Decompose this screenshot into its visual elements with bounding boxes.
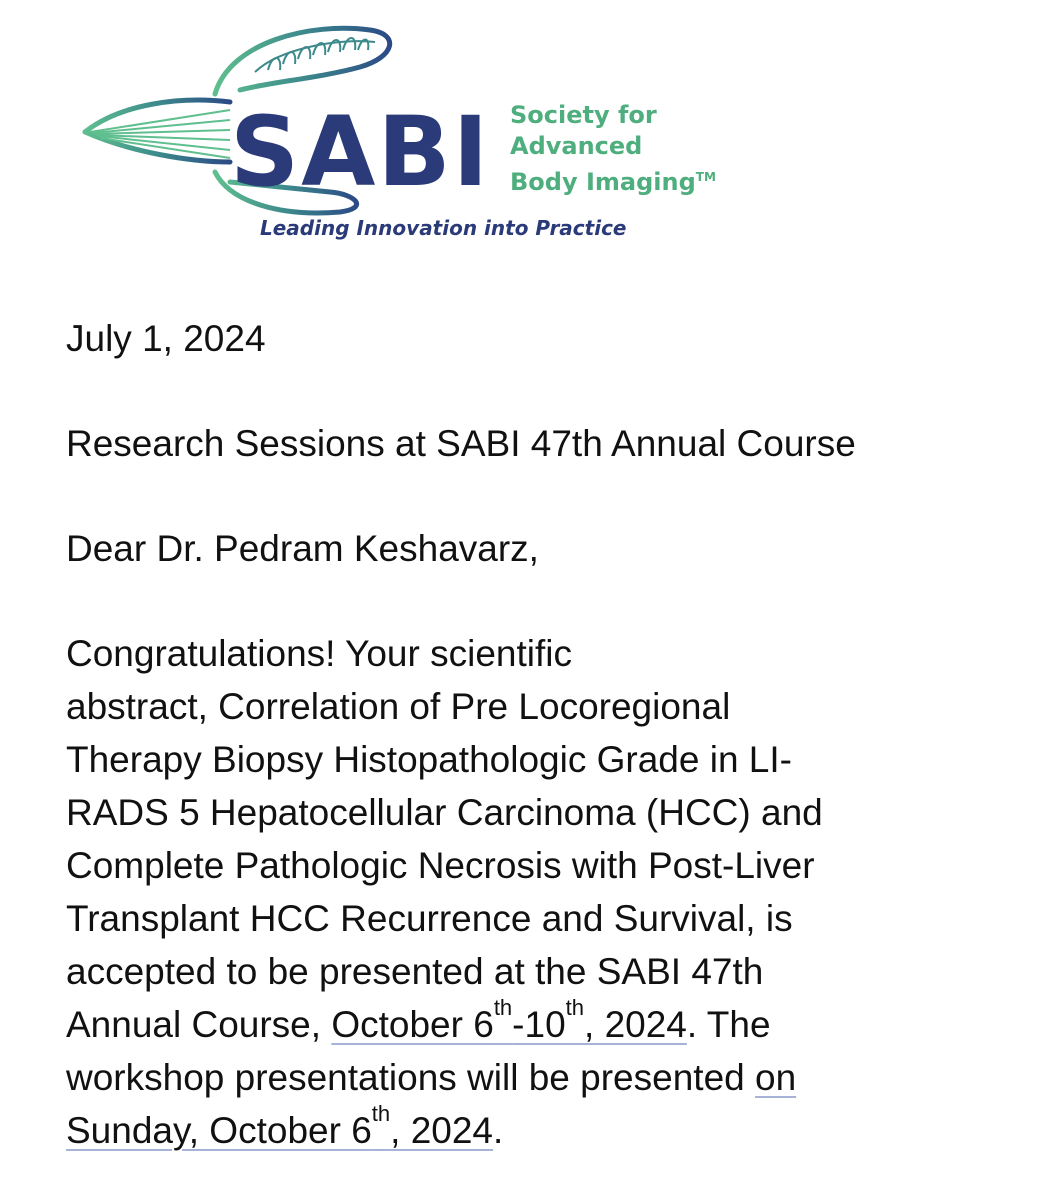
workshop-date-link-part[interactable]: on	[755, 1057, 797, 1098]
sabi-logo	[80, 12, 760, 252]
trademark-mark: TM	[695, 170, 716, 184]
body-line	[66, 1101, 1026, 1157]
body-text-segment: . The	[686, 1004, 771, 1045]
logo-name-line: Body Imaging™	[510, 168, 716, 196]
body-line: Congratulations! Your scientific	[66, 633, 572, 674]
letter-date: July 1, 2024	[66, 318, 266, 359]
body-line: Transplant HCC Recurrence and Survival, is	[66, 898, 793, 939]
letter-body	[66, 627, 1026, 1157]
body-line: accepted to be presented at the SABI 47th	[66, 951, 764, 992]
logo-tagline: Leading Innovation into Practice	[260, 216, 627, 240]
body-text-segment: workshop presentations will be presented	[66, 1057, 755, 1098]
body-line	[66, 1051, 1026, 1104]
course-date-link[interactable]: October 6th-10th, 2024	[331, 995, 687, 1045]
letter-content	[66, 312, 1026, 1157]
letter-salutation: Dear Dr. Pedram Keshavarz,	[66, 528, 539, 569]
logo-organization-name	[510, 100, 750, 198]
body-text-segment: Annual Course,	[66, 1004, 332, 1045]
workshop-date-link[interactable]: Sunday, October 6th, 2024	[66, 1101, 494, 1151]
body-line: Therapy Biopsy Histopathologic Grade in LI-	[66, 739, 792, 780]
body-line: Complete Pathologic Necrosis with Post-Liver	[66, 845, 815, 886]
logo-name-line: Advanced	[510, 132, 643, 160]
body-text-segment: .	[493, 1110, 504, 1151]
logo-abbreviation: SABI	[230, 96, 491, 208]
body-line	[66, 995, 1026, 1051]
body-line: abstract, Correlation of Pre Locoregional	[66, 686, 731, 727]
letter-subject: Research Sessions at SABI 47th Annual Course	[66, 423, 856, 464]
body-line: RADS 5 Hepatocellular Carcinoma (HCC) and	[66, 792, 823, 833]
logo-name-line: Society for	[510, 101, 657, 129]
